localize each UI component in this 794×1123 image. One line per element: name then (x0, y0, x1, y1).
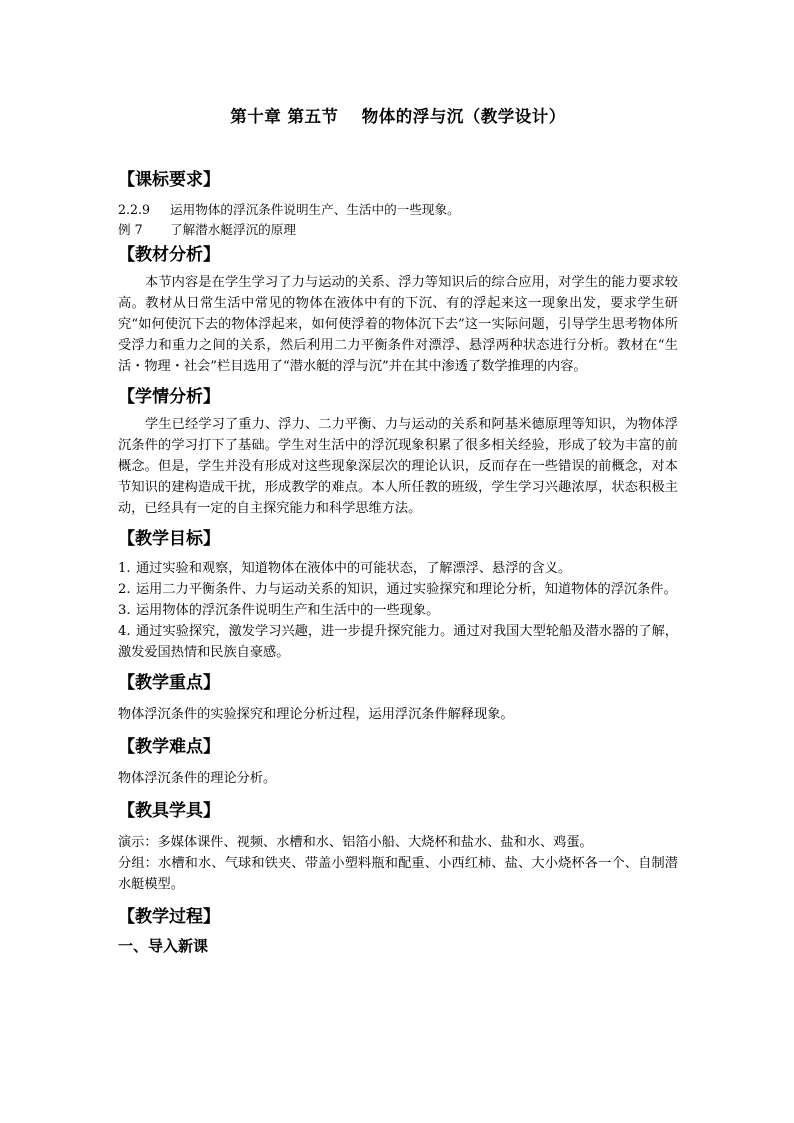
item-number: 例 7 (118, 222, 143, 237)
section-textbook (118, 243, 678, 377)
process-subheading: 一、导入新课 (118, 937, 209, 955)
goal-item (118, 621, 678, 663)
section-goals (118, 527, 678, 663)
document-title: 第十章 第五节 物体的浮与沉（教学设计） (230, 107, 566, 126)
section-keypoints (118, 671, 678, 725)
goal-item (118, 600, 678, 621)
item-text: 运用物体的浮沉条件说明生产、生活中的一些现象。 (170, 202, 460, 217)
section-students (118, 385, 678, 519)
section-heading: 【教学重点】 (118, 673, 220, 693)
item-text: 通过实验和观察，知道物体在液体中的可能状态，了解漂浮、悬浮的含义。 (136, 561, 572, 576)
section-difficulties (118, 735, 678, 789)
goal-item (118, 579, 678, 600)
item-text: 通过实验探究，激发学习兴趣，进一步提升探究能力。通过对我国大型轮船及潜水器的了解，激发爱国热情和民族自豪感。 (118, 624, 678, 660)
section-heading: 【课标要求】 (118, 170, 220, 190)
item-number: 2. (118, 582, 131, 597)
item-text: 运用物体的浮沉条件说明生产和生活中的一些现象。 (136, 603, 440, 618)
section-curriculum (118, 168, 678, 239)
goal-item (118, 558, 678, 579)
section-body: 物体浮沉条件的实验探究和理论分析过程，运用浮沉条件解释现象。 (118, 707, 514, 722)
document-page (118, 104, 678, 958)
section-materials (118, 799, 678, 895)
section-heading: 【教学过程】 (118, 907, 220, 927)
section-heading: 【教学目标】 (118, 529, 220, 549)
section-heading: 【学情分析】 (118, 387, 220, 407)
item-text: 运用二力平衡条件、力与运动关系的知识，通过实验探究和理论分析，知道物体的浮沉条件。 (136, 582, 677, 597)
section-body: 本节内容是在学生学习了力与运动的关系、浮力等知识后的综合应用，对学生的能力要求较高。教材从日常生活中常见的物体在液体中有的下沉、有的浮起来这一现象出发，要求学生研究“如何使沉下去的物体浮起来，如何使浮着的物体沉下去”这一实际问题，引导学生思考物体所受浮力和重力之间的关系，然后利用二力平衡条件对漂浮、悬浮两种状态进行分析。教材在“生活・物理・社会”栏目选用了“潜水艇的浮与沉”并在其中渗透了数学推理的内容。 (118, 275, 678, 374)
materials-group: 分组：水槽和水、气球和铁夹、带盖小塑料瓶和配重、小西红柿、盐、大小烧杯各一个、自制潜水艇模型。 (118, 856, 678, 892)
item-number: 3. (118, 603, 131, 618)
section-body: 物体浮沉条件的理论分析。 (118, 771, 277, 786)
section-heading: 【教材分析】 (118, 245, 220, 265)
item-number: 4. (118, 624, 131, 639)
section-process (118, 905, 678, 958)
item-text: 了解潜水艇浮沉的原理 (170, 222, 296, 237)
curriculum-item (118, 220, 678, 239)
section-heading: 【教具学具】 (118, 801, 220, 821)
section-body: 学生已经学习了重力、浮力、二力平衡、力与运动的关系和阿基米德原理等知识，为物体浮沉条件的学习打下了基础。学生对生活中的浮沉现象积累了很多相关经验，形成了较为丰富的前概念。但是，学生并没有形成对这些现象深层次的理论认识，反而存在一些错误的前概念，对本节知识的建构造成干扰，形成教学的难点。本人所任教的班级，学生学习兴趣浓厚，状态积极主动，已经具有一定的自主探究能力和科学思维方法。 (118, 417, 678, 516)
item-number: 1. (118, 561, 131, 576)
item-number: 2.2.9 (118, 202, 151, 217)
materials-demo: 演示：多媒体课件、视频、水槽和水、铝箔小船、大烧杯和盐水、盐和水、鸡蛋。 (118, 835, 593, 850)
section-heading: 【教学难点】 (118, 737, 220, 757)
curriculum-item (118, 199, 678, 220)
